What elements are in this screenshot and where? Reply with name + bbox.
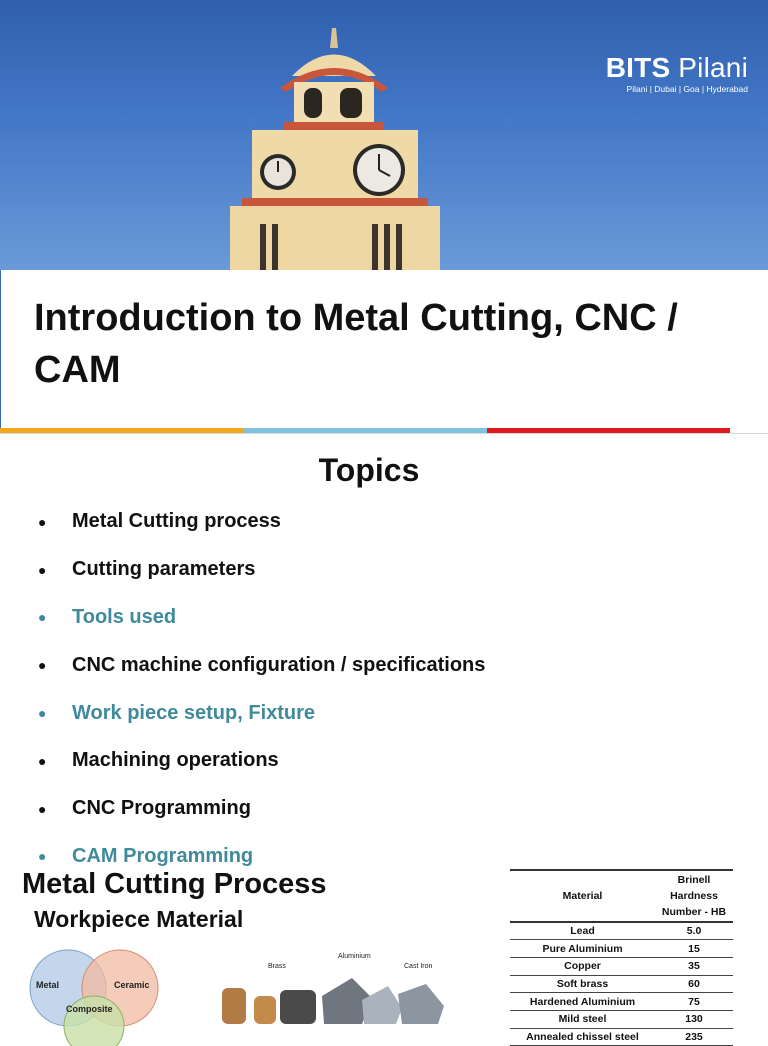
venn-label-ceramic: Ceramic [114,980,150,990]
material-cell: Soft brass [510,975,655,993]
metal-samples-photo [212,948,452,1024]
slide-title: Introduction to Metal Cutting, CNC / CAM [34,297,678,391]
brinell-hardness-table [510,869,733,1046]
hardness-cell: 75 [655,993,733,1011]
table-header-row [510,870,733,922]
table-row [510,957,733,975]
hardness-cell: 15 [655,940,733,958]
hardness-cell: 35 [655,957,733,975]
topic-item [38,689,738,737]
title-slide-banner [0,0,768,270]
topic-label: CAM Programming [72,844,254,867]
table-row [510,993,733,1011]
topics-heading: Topics [318,452,420,488]
topic-label: Cutting parameters [72,558,256,581]
topic-label: Tools used [72,605,177,628]
topic-item [38,594,738,642]
topic-label: CNC machine configuration / specifications [72,653,486,676]
material-cell: Mild steel [510,1010,655,1028]
title-box [0,270,768,430]
bullet-icon: ● [38,609,47,626]
material-cell: Copper [510,957,655,975]
column-header-material: Material [562,890,603,902]
topic-item [38,546,738,594]
table-row [510,1010,733,1028]
bullet-icon: ● [38,513,47,530]
material-cell: Pure Aluminium [510,940,655,958]
metal-cutting-heading: Metal Cutting Process [22,868,327,900]
hardness-cell: 130 [655,1010,733,1028]
topic-label: Machining operations [72,749,279,772]
bits-pilani-logo [606,52,748,94]
material-venn-diagram [22,950,172,1024]
brand-name [606,52,748,84]
table-row [510,922,733,940]
brand-name-rest: Pilani [670,52,748,83]
topic-label: CNC Programming [72,797,251,820]
topics-list [38,498,738,880]
bullet-icon: ● [38,705,47,722]
bullet-icon: ● [38,657,47,674]
topic-item [38,785,738,833]
topic-item [38,737,738,785]
hardness-cell: 235 [655,1028,733,1046]
material-cell: Annealed chissel steel [510,1028,655,1046]
hardness-cell: 5.0 [655,922,733,940]
table-body [510,922,733,1046]
hardness-cell: 60 [655,975,733,993]
topic-label: Metal Cutting process [72,510,281,533]
workpiece-material-subheading: Workpiece Material [34,906,244,932]
topic-item [38,641,738,689]
slide-divider [0,433,768,434]
table-row [510,940,733,958]
topic-label: Work piece setup, Fixture [72,701,316,724]
bullet-icon: ● [38,848,47,865]
sample-label-brass: Brass [268,963,286,970]
clock-tower-image [222,28,448,270]
venn-label-composite: Composite [66,1004,113,1014]
column-header-hardness: Brinell Hardness Number - HB [661,874,727,918]
material-cell: Hardened Aluminium [510,993,655,1011]
brand-name-bold: BITS [605,52,671,83]
sample-label-aluminium: Aluminium [338,953,371,960]
bullet-icon: ● [38,561,47,578]
bullet-icon: ● [38,752,47,769]
table-row [510,975,733,993]
brand-campuses: Pilani | Dubai | Goa | Hyderabad [626,84,748,94]
sample-label-cast-iron: Cast Iron [404,963,433,970]
topic-item [38,498,738,546]
material-cell: Lead [510,922,655,940]
table-row [510,1028,733,1046]
venn-label-metal: Metal [36,980,60,990]
bullet-icon: ● [38,800,47,817]
